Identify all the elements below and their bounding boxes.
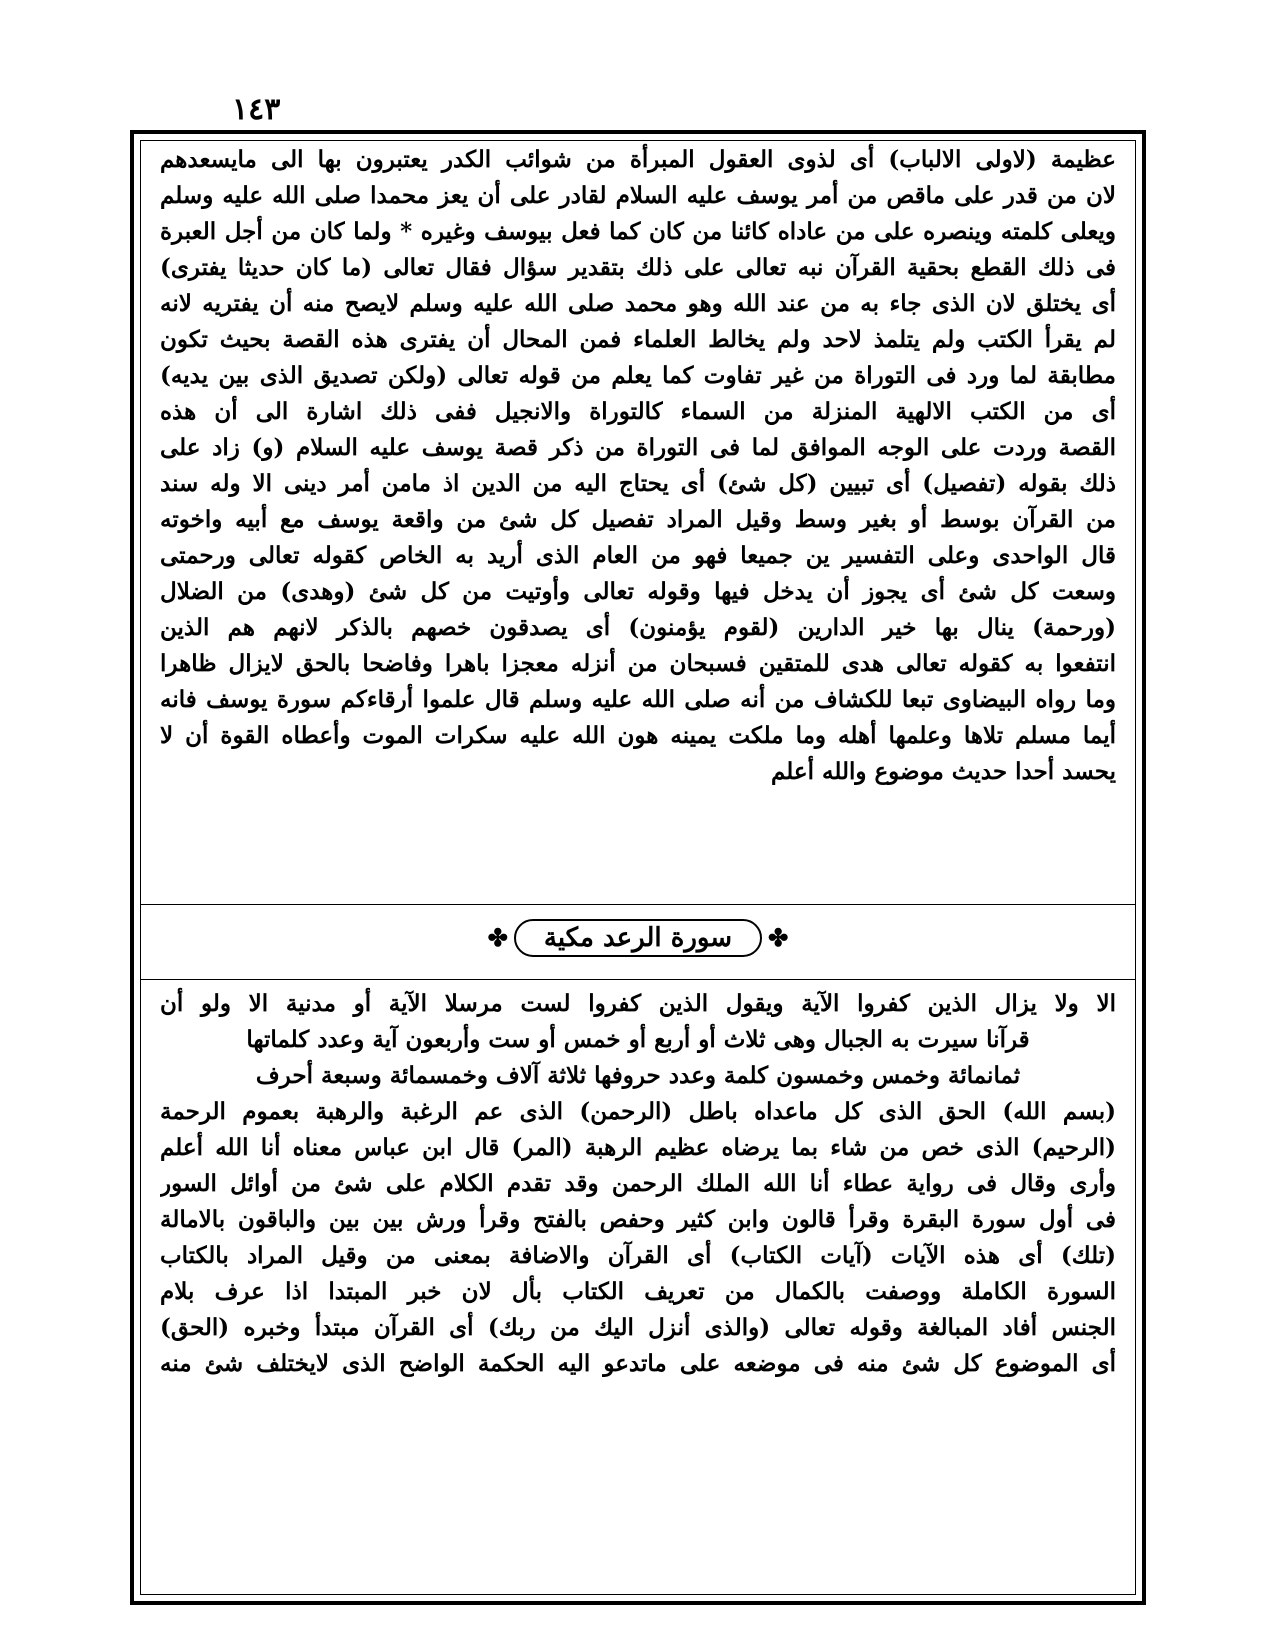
text-line: أى من الكتب الالهية المنزلة من السماء كالتوراة والانجيل ففى ذلك اشارة الى أن هذه xyxy=(160,398,1116,425)
text-line: (ورحمة) ينال بها خير الدارين (لقوم يؤمنون) أى يصدقون خصهم بالذكر لانهم هم الذين xyxy=(160,614,1116,641)
text-line: القصة وردت على الوجه الموافق لما فى التوراة من ذكر قصة يوسف عليه السلام (و) زاد على xyxy=(160,434,1116,461)
text-line: الجنس أفاد المبالغة وقوله تعالى (والذى أنزل اليك من ربك) أى القرآن مبتدأ وخبره (الحق) xyxy=(160,1314,1116,1341)
text-line: فى أول سورة البقرة وقرأ قالون وابن كثير وحفص بالفتح وقرأ ورش بين بين والباقون بالامالة xyxy=(160,1206,1116,1233)
intro-line: ثمانمائة وخمس وخمسون كلمة وعدد حروفها ثلاثة آلاف وخمسمائة وسبعة أحرف xyxy=(255,1062,1021,1089)
text-line: السورة الكاملة ووصفت بالكمال من تعريف الكتاب بأل لان خبر المبتدا اذا عرف بلام xyxy=(160,1278,1116,1305)
text-line: قال الواحدى وعلى التفسير ين جميعا فهو من العام الذى أريد به الخاص كقوله تعالى ورحمتى xyxy=(160,542,1116,569)
text-line: وأرى وقال فى رواية عطاء أنا الله الملك الرحمن وقد تقدم الكلام على شئ من أوائل السور xyxy=(160,1170,1116,1197)
text-line: من القرآن بوسط أو بغير وسط وقيل المراد تفصيل كل شئ من واقعة يوسف مع أبيه واخوته xyxy=(160,506,1116,533)
text-line: انتفعوا به كقوله تعالى هدى للمتقين فسبحان من أنزله معجزا باهرا وفاضحا بالحق لايزال ظاهرا xyxy=(160,650,1116,677)
ornament-icon: ✤ xyxy=(487,923,508,952)
text-line: وما رواه البيضاوى تبعا للكشاف من أنه صلى الله عليه وسلم قال علموا أرقاءكم سورة يوسف فانه xyxy=(160,686,1116,713)
text-line: (تلك) أى هذه الآيات (آيات الكتاب) أى القرآن والاضافة بمعنى من وقيل المراد بالكتاب xyxy=(160,1242,1116,1269)
surah-title: سورة الرعد مكية xyxy=(514,919,762,957)
text-line: ذلك بقوله (تفصيل) أى تبيين (كل شئ) أى يحتاج اليه من الدين اذ مامن أمر دينى الا وله سند xyxy=(160,470,1116,497)
surah-heading xyxy=(134,919,1142,957)
page-frame xyxy=(130,130,1146,1605)
commentary-top-block xyxy=(160,142,1116,790)
intro-line: الا ولا يزال الذين كفروا الآية ويقول الذين كفروا لست مرسلا الآية أو مدنية الا ولو أن xyxy=(160,990,1116,1017)
intro-centered-lines xyxy=(160,1022,1116,1094)
section-divider-bottom xyxy=(140,979,1136,980)
text-line: (بسم الله) الحق الذى كل ماعداه باطل (الرحمن) الذى عم الرغبة والرهبة بعموم الرحمة xyxy=(160,1098,1116,1125)
text-line: وسعت كل شئ أى يجوز أن يدخل فيها وقوله تعالى وأوتيت من كل شئ (وهدى) من الضلال xyxy=(160,578,1116,605)
text-line: عظيمة (لاولى الالباب) أى لذوى العقول المبرأة من شوائب الكدر يعتبرون بها الى مايسعدهم xyxy=(160,146,1116,173)
text-line-last: يحسد أحدا حديث موضوع والله أعلم xyxy=(770,758,1116,785)
text-line: مطابقة لما ورد فى التوراة من غير تفاوت كما يعلم من قوله تعالى (ولكن تصديق الذى بين يديه) xyxy=(160,362,1116,389)
text-line: ويعلى كلمته وينصره على من عاداه كائنا من كان كما فعل بيوسف وغيره * ولما كان من أجل العبرة xyxy=(160,218,1116,245)
text-line: لان من قدر على ماقص من أمر يوسف عليه السلام لقادر على أن يعز محمدا صلى الله عليه وسلم xyxy=(160,182,1116,209)
text-line: أى الموضوع كل شئ منه فى موضعه على ماتدعو اليه الحكمة الواضح الذى لايختلف شئ منه xyxy=(160,1350,1116,1377)
ornament-icon: ✤ xyxy=(768,923,789,952)
text-line: لم يقرأ الكتب ولم يتلمذ لاحد ولم يخالط العلماء فمن المحال أن يفترى هذه القصة بحيث تكون xyxy=(160,326,1116,353)
text-line: أى يختلق لان الذى جاء به من عند الله وهو محمد صلى الله عليه وسلم لايصح منه أن يفتريه لانه xyxy=(160,290,1116,317)
page-number: ١٤٣ xyxy=(232,92,281,127)
text-line: فى ذلك القطع بحقية القرآن نبه تعالى على ذلك بتقدير سؤال فقال تعالى (ما كان حديثا يفترى) xyxy=(160,254,1116,281)
section-divider-top xyxy=(140,904,1136,905)
text-line: أيما مسلم تلاها وعلمها أهله وما ملكت يمينه هون الله عليه سكرات الموت وأعطاه القوة أن لا xyxy=(160,722,1116,749)
text-line: (الرحيم) الذى خص من شاء بما يرضاه عظيم الرهبة (المر) قال ابن عباس معناه أنا الله أعلم xyxy=(160,1134,1116,1161)
commentary-bottom-block xyxy=(160,986,1116,1382)
intro-line: قرآنا سيرت به الجبال وهى ثلاث أو أربع أو خمس أو ست وأربعون آية وعدد كلماتها xyxy=(246,1026,1030,1053)
